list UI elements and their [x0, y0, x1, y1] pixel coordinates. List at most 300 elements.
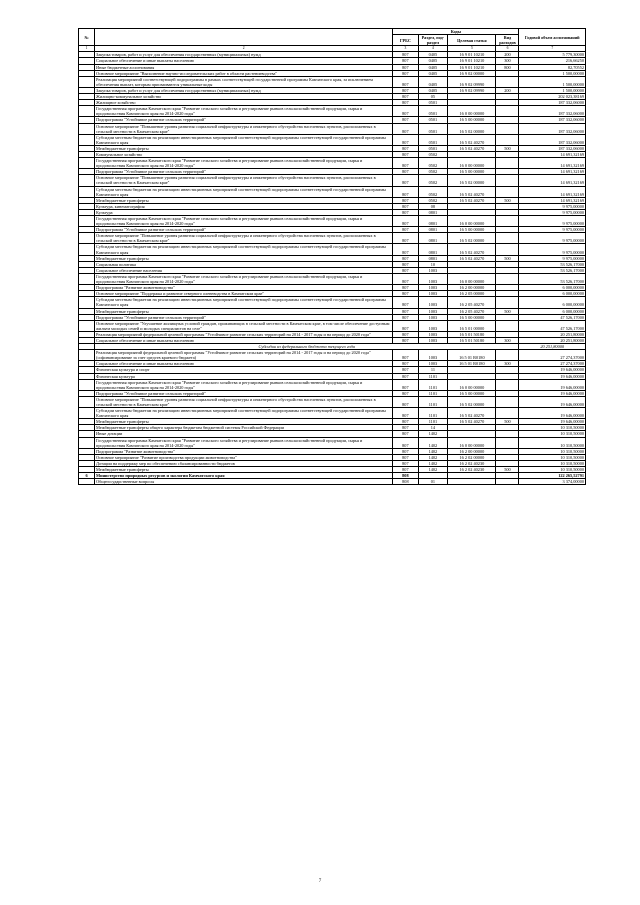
row-amount-cell: 10 310,50000 — [519, 425, 586, 431]
row-grbs-cell: 807 — [393, 437, 418, 448]
row-name-cell: Основное мероприятие "Повышение уровня развития социальной инфраструктуры и инженерного обустройства населенных пунктов, расположенных в сельской местности в Камчатском крае" — [95, 123, 393, 134]
row-razdel-cell: 0801 — [418, 227, 448, 233]
row-amount-cell: 19 646,00000 — [519, 408, 586, 419]
row-grbs-cell: 807 — [393, 320, 418, 331]
row-num-cell — [79, 123, 95, 134]
row-amount-cell: 10 310,50000 — [519, 467, 586, 473]
row-expense-type-cell — [496, 479, 519, 485]
row-name-cell: Подпрограмма "Развитие животноводства" — [95, 448, 393, 454]
row-num-cell — [79, 175, 95, 186]
row-expense-type-cell — [496, 350, 519, 361]
row-razdel-cell: 10 — [418, 261, 448, 267]
row-target-article-cell: 16 5 02 00000 — [448, 396, 496, 407]
table-row — [79, 186, 586, 197]
row-name-cell: Межбюджетные трансферты — [95, 255, 393, 261]
row-grbs-cell: 807 — [393, 390, 418, 396]
row-grbs-cell: 807 — [393, 261, 418, 267]
row-amount-cell: 14 691,32169 — [519, 158, 586, 169]
row-amount-cell: 10 310,50000 — [519, 454, 586, 460]
row-target-article-cell: 16 2 05 00000 — [448, 291, 496, 297]
table-row — [79, 106, 586, 117]
row-num-cell — [79, 134, 95, 145]
row-name-cell: Государственная программа Камчатского края "Развитие сельского хозяйства и регулирование рынков сельскохозяйственной продукции, сырья и продовольствия Камчатского края на 2014-2020 годы" — [95, 216, 393, 227]
row-name-cell: Межбюджетные трансферты общего характера бюджетам бюджетной системы Российской Федерации — [95, 425, 393, 431]
table-row — [79, 134, 586, 145]
row-razdel-cell: 0502 — [418, 197, 448, 203]
row-amount-cell: 9 975,00000 — [519, 203, 586, 209]
row-expense-type-cell — [496, 273, 519, 284]
row-amount-cell: 9 975,00000 — [519, 244, 586, 255]
row-num-cell — [79, 479, 95, 485]
row-grbs-cell: 807 — [393, 373, 418, 379]
row-razdel-cell: 0801 — [418, 233, 448, 244]
row-target-article-cell — [448, 479, 496, 485]
row-grbs-cell: 807 — [393, 94, 418, 100]
row-num-cell — [79, 233, 95, 244]
row-razdel-cell: 1003 — [418, 291, 448, 297]
header-cs: Целевая статья — [448, 35, 496, 46]
row-expense-type-cell: 500 — [496, 197, 519, 203]
row-grbs-cell: 807 — [393, 408, 418, 419]
row-razdel-cell: 1402 — [418, 437, 448, 448]
row-name-cell: Социальное обеспечение и иные выплаты населению — [95, 361, 393, 367]
row-target-article-cell: 16 5 02 40270 — [448, 134, 496, 145]
table-row — [79, 408, 586, 419]
row-amount-cell: 19 646,00000 — [519, 396, 586, 407]
row-grbs-cell: 807 — [393, 117, 418, 123]
row-name-cell: Закупка товаров, работ и услуг для обеспечения государственных (муниципальных) нужд — [95, 52, 393, 58]
row-name-cell: Государственная программа Камчатского края "Развитие сельского хозяйства и регулирование рынков сельскохозяйственной продукции, сырья и продовольствия Камчатского края на 2014-2020 годы" — [95, 106, 393, 117]
row-razdel-cell: 1003 — [418, 273, 448, 284]
header-num: № — [79, 29, 95, 46]
row-amount-cell: 53 526,17000 — [519, 267, 586, 273]
table-row — [79, 479, 586, 485]
row-name-cell: Основное мероприятие "Развитие производства продукции животноводства" — [95, 454, 393, 460]
row-amount-cell: 47 526,17000 — [519, 320, 586, 331]
row-amount-cell: 14 691,32169 — [519, 186, 586, 197]
row-razdel-cell: 0501 — [418, 106, 448, 117]
row-name-cell: Государственная программа Камчатского края "Развитие сельского хозяйства и регулирование рынков сельскохозяйственной продукции, сырья и продовольствия Камчатского края на 2014-2020 годы" — [95, 158, 393, 169]
row-target-article-cell: 16 9 02 09990 — [448, 87, 496, 93]
row-name-cell: Подпрограмма "Развитие животноводства" — [95, 285, 393, 291]
row-amount-cell: 187 332,06000 — [519, 100, 586, 106]
row-target-article-cell: 16 5 02 00000 — [448, 233, 496, 244]
row-grbs-cell: 807 — [393, 186, 418, 197]
row-razdel-cell: 1402 — [418, 467, 448, 473]
row-razdel-cell: 0502 — [418, 169, 448, 175]
row-name-cell: Подпрограмма "Устойчивое развитие сельских территорий" — [95, 117, 393, 123]
row-target-article-cell: 16 5 02 40270 — [448, 244, 496, 255]
row-target-article-cell: 16 5 02 40270 — [448, 419, 496, 425]
row-razdel-cell: 08 — [418, 203, 448, 209]
row-grbs-cell: 807 — [393, 255, 418, 261]
row-name-cell: Основное мероприятие "Повышение уровня развития социальной инфраструктуры и инженерного обустройства населенных пунктов, расположенных в сельской местности в Камчатском крае" — [95, 233, 393, 244]
row-razdel-cell: 1402 — [418, 460, 448, 466]
row-grbs-cell: 807 — [393, 448, 418, 454]
row-razdel-cell: 0501 — [418, 134, 448, 145]
row-grbs-cell: 807 — [393, 87, 418, 93]
row-grbs-cell: 807 — [393, 134, 418, 145]
row-expense-type-cell: 800 — [496, 64, 519, 70]
row-target-article-cell: 16 0 00 00000 — [448, 273, 496, 284]
row-expense-type-cell: 500 — [496, 255, 519, 261]
row-razdel-cell: 1003 — [418, 350, 448, 361]
row-grbs-cell: 807 — [393, 64, 418, 70]
row-amount-cell: 10 310,50000 — [519, 448, 586, 454]
row-amount-cell: 10 310,50000 — [519, 431, 586, 437]
row-num-cell — [79, 158, 95, 169]
row-name-cell: Дотации на поддержку мер по обеспечению сбалансированности бюджетов — [95, 460, 393, 466]
row-expense-type-cell — [496, 408, 519, 419]
row-grbs-cell: 807 — [393, 100, 418, 106]
row-razdel-cell: 1101 — [418, 373, 448, 379]
row-name-cell: Межбюджетные трансферты — [95, 145, 393, 151]
row-num-cell — [79, 76, 95, 87]
row-target-article-cell: 16 5 02 00000 — [448, 175, 496, 186]
row-amount-cell: 19 646,00000 — [519, 419, 586, 425]
row-grbs-cell: 807 — [393, 367, 418, 373]
row-grbs-cell: 807 — [393, 308, 418, 314]
row-grbs-cell: 807 — [393, 419, 418, 425]
row-amount-cell: 53 526,17000 — [519, 273, 586, 284]
row-amount-cell: 27 274,37000 — [519, 361, 586, 367]
row-target-article-cell: 16 5 00 00000 — [448, 169, 496, 175]
row-name-cell: Субсидии местным бюджетам на реализацию инвестиционных мероприятий соответствующей подпрограммы соответствующей государственной программы Камчатского края — [95, 408, 393, 419]
row-amount-cell: 19 646,00000 — [519, 367, 586, 373]
row-num-cell — [79, 437, 95, 448]
row-target-article-cell: 16 2 00 00000 — [448, 285, 496, 291]
page-number: 7 — [318, 879, 322, 884]
row-razdel-cell: 0501 — [418, 123, 448, 134]
row-expense-type-cell: 300 — [496, 361, 519, 367]
row-razdel-cell: 0405 — [418, 58, 448, 64]
row-grbs-cell: 807 — [393, 145, 418, 151]
row-target-article-cell: 16 2 00 00000 — [448, 448, 496, 454]
row-target-article-cell: 16 5 02 40270 — [448, 197, 496, 203]
row-name-cell: Физическая культура и спорт — [95, 367, 393, 373]
row-grbs-cell: 807 — [393, 70, 418, 76]
row-grbs-cell: 807 — [393, 106, 418, 117]
row-target-article-cell: 16 5 02 40270 — [448, 408, 496, 419]
row-razdel-cell: 11 — [418, 367, 448, 373]
table-row — [79, 216, 586, 227]
row-grbs-cell: 807 — [393, 337, 418, 343]
row-razdel-cell: 0502 — [418, 151, 448, 157]
row-amount-cell: 1 500,00000 — [519, 70, 586, 76]
row-target-article-cell: 16 5 00 00000 — [448, 390, 496, 396]
row-target-article-cell: 16 2 05 40270 — [448, 297, 496, 308]
row-grbs-cell: 807 — [393, 267, 418, 273]
row-name-cell: Межбюджетные трансферты — [95, 308, 393, 314]
row-razdel-cell: 0801 — [418, 244, 448, 255]
row-name-cell: Социальное обеспечение населения — [95, 267, 393, 273]
row-amount-cell: 187 332,06000 — [519, 134, 586, 145]
row-grbs-cell: 808 — [393, 479, 418, 485]
row-razdel-cell: 0502 — [418, 186, 448, 197]
row-num-cell — [79, 106, 95, 117]
row-razdel-cell: 0405 — [418, 70, 448, 76]
row-grbs-cell: 807 — [393, 123, 418, 134]
row-razdel-cell: 1003 — [418, 320, 448, 331]
row-grbs-cell: 807 — [393, 175, 418, 186]
row-grbs-cell: 807 — [393, 314, 418, 320]
row-amount-cell: 6 000,00000 — [519, 291, 586, 297]
row-amount-cell: 6 000,00000 — [519, 297, 586, 308]
row-name-cell: Культура — [95, 209, 393, 215]
row-amount-cell: 10 310,50000 — [519, 460, 586, 466]
row-razdel-cell: 1003 — [418, 285, 448, 291]
row-target-article-cell: 16 0 00 00000 — [448, 106, 496, 117]
row-target-article-cell: 16 5 00 00000 — [448, 314, 496, 320]
row-amount-cell: 3 374,00000 — [519, 479, 586, 485]
row-target-article-cell: 16 9 02 00000 — [448, 70, 496, 76]
row-name-cell: Реализация мероприятий соответствующей подпрограммы в рамках соответствующей государственной программы Камчатского края, за исключением обеспечения выплат, которым присваиваются уникальные коды — [95, 76, 393, 87]
row-target-article-cell: 16 0 00 00000 — [448, 158, 496, 169]
row-razdel-cell: 1402 — [418, 431, 448, 437]
row-grbs-cell: 807 — [393, 454, 418, 460]
row-amount-cell: 82,70552 — [519, 64, 586, 70]
row-num-cell — [79, 273, 95, 284]
row-razdel-cell: 1003 — [418, 361, 448, 367]
column-index: 6 — [496, 46, 519, 52]
row-razdel-cell: 0801 — [418, 216, 448, 227]
table-body — [79, 52, 586, 485]
row-razdel-cell: 1101 — [418, 419, 448, 425]
table-row — [79, 158, 586, 169]
row-name-cell: Социальная политика — [95, 261, 393, 267]
row-name-cell: Физическая культура — [95, 373, 393, 379]
row-grbs-cell: 807 — [393, 216, 418, 227]
row-grbs-cell: 807 — [393, 431, 418, 437]
row-name-cell: Подпрограмма "Устойчивое развитие сельских территорий" — [95, 169, 393, 175]
row-grbs-cell: 807 — [393, 425, 418, 431]
table-row — [79, 273, 586, 284]
column-index: 1 — [79, 46, 95, 52]
table-row — [79, 379, 586, 390]
row-amount-cell: 14 691,32169 — [519, 197, 586, 203]
row-razdel-cell: 0405 — [418, 76, 448, 87]
row-expense-type-cell — [496, 76, 519, 87]
row-grbs-cell: 807 — [393, 158, 418, 169]
row-razdel-cell: 1003 — [418, 331, 448, 337]
table-row — [79, 175, 586, 186]
row-grbs-cell: 807 — [393, 460, 418, 466]
row-num-cell — [79, 396, 95, 407]
row-amount-cell: 53 526,17000 — [519, 261, 586, 267]
header-sum: Годовой объем ассигнований — [519, 29, 586, 46]
row-target-article-cell: 16 9 02 09990 — [448, 76, 496, 87]
row-name-cell: Субсидии местным бюджетам на реализацию инвестиционных мероприятий соответствующей подпрограммы соответствующей государственной программы Камчатского края — [95, 244, 393, 255]
row-target-article-cell: 16 9 01 10210 — [448, 64, 496, 70]
row-name-cell: Государственная программа Камчатского края "Развитие сельского хозяйства и регулирование рынков сельскохозяйственной продукции, сырья и продовольствия Камчатского края на 2014-2020 годы" — [95, 379, 393, 390]
row-razdel-cell: 05 — [418, 94, 448, 100]
row-expense-type-cell: 500 — [496, 308, 519, 314]
row-razdel-cell: 0501 — [418, 100, 448, 106]
row-amount-cell: 122 265,52791 — [519, 473, 586, 479]
row-amount-cell: 216,66250 — [519, 58, 586, 64]
row-expense-type-cell: 200 — [496, 87, 519, 93]
row-name-cell: Субсидии местным бюджетам на реализацию инвестиционных мероприятий соответствующей подпрограммы соответствующей государственной программы Камчатского края — [95, 186, 393, 197]
row-grbs-cell: 807 — [393, 197, 418, 203]
row-expense-type-cell — [496, 297, 519, 308]
row-amount-cell: 47 526,17000 — [519, 314, 586, 320]
table-row — [79, 297, 586, 308]
table-row — [79, 350, 586, 361]
row-name-cell: Иные бюджетные ассигнования — [95, 64, 393, 70]
row-razdel-cell: 0405 — [418, 52, 448, 58]
row-grbs-cell: 807 — [393, 361, 418, 367]
row-grbs-cell: 807 — [393, 285, 418, 291]
row-grbs-cell: 807 — [393, 297, 418, 308]
row-name-cell: Государственная программа Камчатского края "Развитие сельского хозяйства и регулирование рынков сельскохозяйственной продукции, сырья и продовольствия Камчатского края на 2014-2020 годы" — [95, 273, 393, 284]
row-grbs-cell: 807 — [393, 52, 418, 58]
row-grbs-cell: 807 — [393, 291, 418, 297]
row-name-cell: Подпрограмма "Устойчивое развитие сельских территорий" — [95, 390, 393, 396]
column-index: 5 — [448, 46, 496, 52]
row-note-cell: Субсидии из федерального бюджета текущего года — [95, 344, 519, 350]
row-num-cell: 6 — [79, 473, 95, 479]
row-amount-cell: 9 975,00000 — [519, 255, 586, 261]
row-razdel-cell: 0405 — [418, 87, 448, 93]
row-target-article-cell: 16 2 02 40230 — [448, 460, 496, 466]
row-grbs-cell: 807 — [393, 396, 418, 407]
row-grbs-cell: 807 — [393, 467, 418, 473]
row-name-cell: Основное мероприятие "Повышение уровня развития социальной инфраструктуры и инженерного обустройства населенных пунктов, расположенных в сельской местности в Камчатском крае" — [95, 396, 393, 407]
row-grbs-cell: 807 — [393, 273, 418, 284]
row-razdel-cell: 1402 — [418, 448, 448, 454]
row-amount-cell: 14 691,32169 — [519, 151, 586, 157]
table-row — [79, 233, 586, 244]
row-amount-cell: 187 332,06000 — [519, 117, 586, 123]
row-name-cell: Подпрограмма "Устойчивое развитие сельских территорий" — [95, 227, 393, 233]
row-amount-cell: 9 975,00000 — [519, 233, 586, 244]
row-expense-type-cell — [496, 216, 519, 227]
row-name-cell: Субсидии местным бюджетам на реализацию инвестиционных мероприятий соответствующей подпрограммы соответствующей государственной программы Камчатского края — [95, 134, 393, 145]
row-name-cell: Основное мероприятие "Повышение уровня развития социальной инфраструктуры и инженерного обустройства населенных пунктов, расположенных в сельской местности в Камчатском крае" — [95, 175, 393, 186]
row-amount-cell: 19 646,00000 — [519, 390, 586, 396]
header-vr: Вид расходов — [496, 35, 519, 46]
row-num-cell — [79, 216, 95, 227]
row-amount-cell: 19 646,00000 — [519, 379, 586, 390]
row-grbs-cell: 807 — [393, 350, 418, 361]
row-amount-cell: 9 975,00000 — [519, 227, 586, 233]
row-grbs-cell: 807 — [393, 244, 418, 255]
row-amount-cell: 187 332,06000 — [519, 106, 586, 117]
row-name-cell: Подпрограмма "Устойчивое развитие сельских территорий" — [95, 314, 393, 320]
row-num-cell — [79, 350, 95, 361]
row-grbs-cell: 807 — [393, 151, 418, 157]
row-grbs-cell: 807 — [393, 203, 418, 209]
row-name-cell: Государственная программа Камчатского края "Развитие сельского хозяйства и регулирование рынков сельскохозяйственной продукции, сырья и продовольствия Камчатского края на 2014-2020 годы" — [95, 437, 393, 448]
row-razdel-cell: 1003 — [418, 308, 448, 314]
row-razdel-cell: 14 — [418, 425, 448, 431]
row-name-cell: Культура, кинематография — [95, 203, 393, 209]
row-expense-type-cell — [496, 379, 519, 390]
row-expense-type-cell — [496, 175, 519, 186]
row-target-article-cell: 16 0 00 00000 — [448, 216, 496, 227]
row-target-article-cell: 16 5 01 R0180 — [448, 350, 496, 361]
row-name-cell: Жилищно-коммунальное хозяйство — [95, 94, 393, 100]
table-row — [79, 437, 586, 448]
row-target-article-cell: 16 5 01 50180 — [448, 337, 496, 343]
row-expense-type-cell — [496, 396, 519, 407]
row-expense-type-cell: 500 — [496, 419, 519, 425]
row-amount-cell: 6 000,00000 — [519, 285, 586, 291]
row-amount-cell: 20 251,80000 — [519, 344, 586, 350]
row-amount-cell: 1 500,00000 — [519, 76, 586, 87]
row-amount-cell: 14 691,32169 — [519, 175, 586, 186]
row-num-cell — [79, 297, 95, 308]
row-num-cell — [79, 320, 95, 331]
row-expense-type-cell — [496, 320, 519, 331]
row-target-article-cell: 16 5 01 00000 — [448, 320, 496, 331]
budget-table — [78, 28, 586, 485]
row-grbs-cell: 807 — [393, 233, 418, 244]
column-index: 7 — [519, 46, 586, 52]
row-razdel-cell: 1101 — [418, 408, 448, 419]
row-amount-cell: 187 332,06000 — [519, 123, 586, 134]
row-razdel-cell: 0801 — [418, 255, 448, 261]
header-grbs: ГРБС — [393, 35, 418, 46]
row-name-cell: Министерство природных ресурсов и экологии Камчатского края — [95, 473, 393, 479]
row-target-article-cell: 16 0 00 00000 — [448, 379, 496, 390]
row-target-article-cell: 16 2 05 40270 — [448, 308, 496, 314]
row-razdel-cell: 0801 — [418, 209, 448, 215]
row-amount-cell: 20 251,80000 — [519, 331, 586, 337]
row-target-article-cell: 16 2 02 00000 — [448, 454, 496, 460]
row-name-cell: Межбюджетные трансферты — [95, 467, 393, 473]
row-name-cell: Реализация мероприятий федеральной целевой программы "Устойчивое развитие сельских территорий на 2014 - 2017 годы и на период до 2020 года" (софинансирование за счет средств краевого бюджета) — [95, 350, 393, 361]
row-amount-cell: 9 975,00000 — [519, 216, 586, 227]
row-expense-type-cell — [496, 106, 519, 117]
row-razdel-cell: 1003 — [418, 314, 448, 320]
table-row — [79, 76, 586, 87]
row-amount-cell: 14 691,32169 — [519, 169, 586, 175]
row-grbs-cell: 807 — [393, 379, 418, 390]
row-name-cell: Реализация мероприятий федеральной целевой программы "Устойчивое развитие сельских территорий на 2014 - 2017 годы и на период до 2020 года" — [95, 331, 393, 337]
row-razdel-cell: 1003 — [418, 337, 448, 343]
row-amount-cell: 27 274,37000 — [519, 350, 586, 361]
row-amount-cell: 20 251,80000 — [519, 337, 586, 343]
row-target-article-cell: 16 5 01 R0180 — [448, 361, 496, 367]
row-target-article-cell: 16 5 00 00000 — [448, 227, 496, 233]
row-target-article-cell: 16 2 02 40230 — [448, 467, 496, 473]
row-amount-cell: 10 310,50000 — [519, 437, 586, 448]
row-name-cell: Общегосударственные вопросы — [95, 479, 393, 485]
column-index: 2 — [95, 46, 393, 52]
row-grbs-cell: 807 — [393, 169, 418, 175]
table-row — [79, 320, 586, 331]
row-target-article-cell: 16 5 02 00000 — [448, 123, 496, 134]
row-amount-cell: 1 500,00000 — [519, 87, 586, 93]
row-expense-type-cell: 300 — [496, 58, 519, 64]
row-name-cell: Социальное обеспечение и иные выплаты населению — [95, 337, 393, 343]
row-num-cell — [79, 408, 95, 419]
table-row — [79, 244, 586, 255]
row-razdel-cell: 0502 — [418, 175, 448, 186]
row-expense-type-cell — [496, 437, 519, 448]
row-grbs-cell: 807 — [393, 209, 418, 215]
row-target-article-cell: 16 0 00 00000 — [448, 437, 496, 448]
row-num-cell — [79, 244, 95, 255]
row-target-article-cell: 16 5 00 00000 — [448, 117, 496, 123]
row-target-article-cell: 16 9 01 10210 — [448, 52, 496, 58]
header-razdel: Раздел, под-раздел — [418, 35, 448, 46]
row-grbs-cell: 807 — [393, 76, 418, 87]
row-razdel-cell: 0501 — [418, 145, 448, 151]
row-expense-type-cell: 500 — [496, 467, 519, 473]
row-expense-type-cell — [496, 186, 519, 197]
